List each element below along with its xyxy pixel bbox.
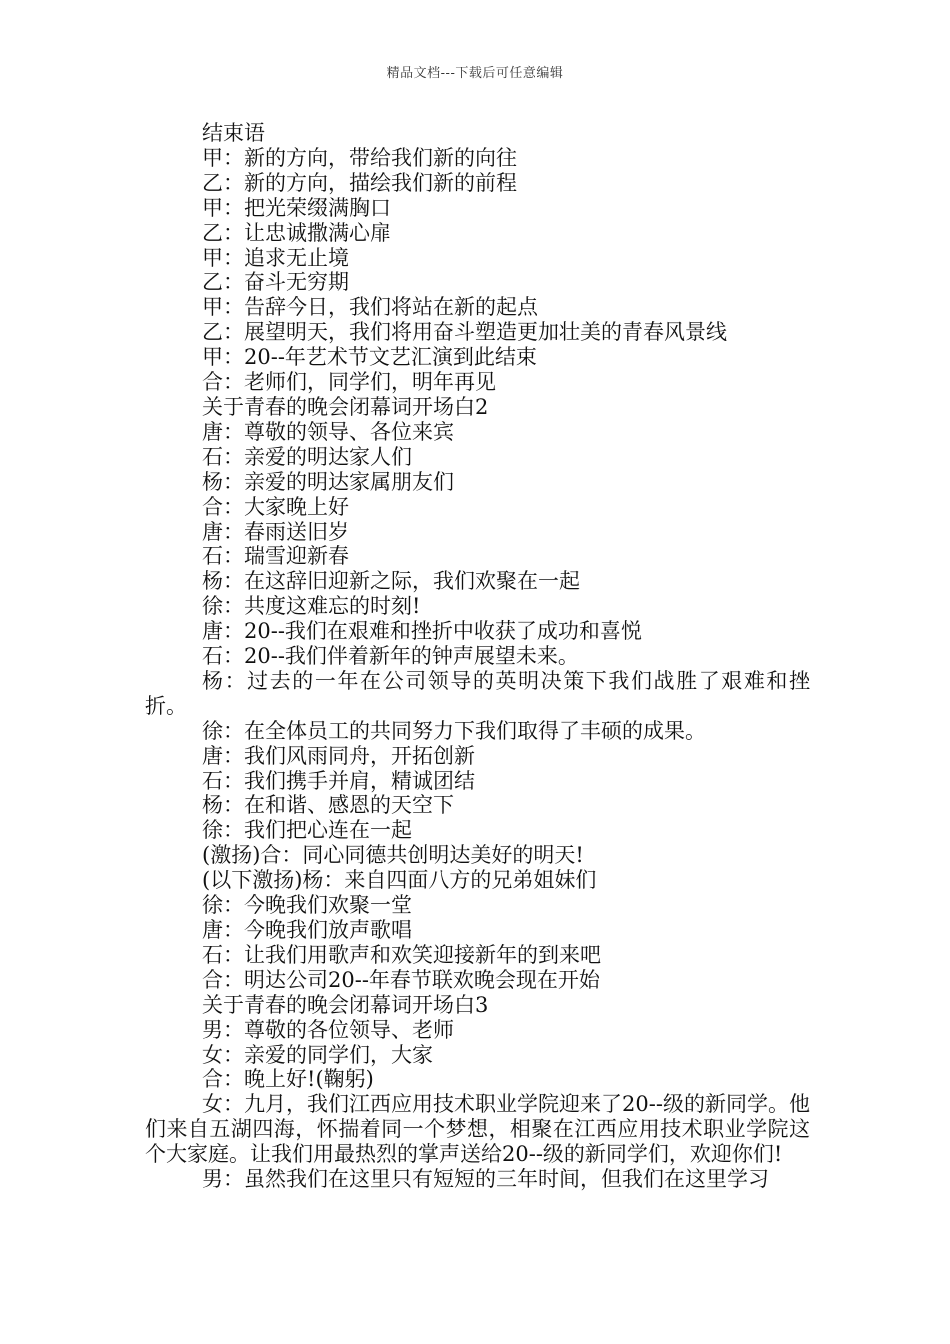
text-line: 男：尊敬的各位领导、老师 (202, 1017, 454, 1042)
text-line: 唐：春雨送旧岁 (202, 519, 349, 544)
text-line: 徐：共度这难忘的时刻! (202, 594, 421, 619)
text-line: 徐：在全体员工的共同努力下我们取得了丰硕的成果。 (202, 718, 706, 743)
section-heading: 关于青春的晚会闭幕词开场白3 (202, 992, 489, 1017)
text-line: 石：亲爱的明达家人们 (202, 444, 412, 469)
text-line: 乙：展望明天，我们将用奋斗塑造更加壮美的青春风景线 (202, 320, 727, 345)
paragraph: 男：虽然我们在这里只有短短的三年时间，但我们在这里学习 (202, 1167, 769, 1192)
text-line: 徐：我们把心连在一起 (202, 818, 412, 843)
text-line: 甲：告辞今日，我们将站在新的起点 (202, 295, 538, 320)
text-line: 甲：把光荣缀满胸口 (202, 195, 391, 220)
text-line: 唐：今晚我们放声歌唱 (202, 918, 412, 942)
paragraph: 女：九月，我们江西应用技术职业学院迎来了20--级的新同学。他们来自五湖四海，怀揣着同一个梦想，相聚在江西应用技术职业学院这个大家庭。让我们用最热烈的掌声送给20--级的新同学们，欢迎你们! (145, 1092, 810, 1167)
document-body (145, 121, 810, 1192)
text-line: 石：让我们用歌声和欢笑迎接新年的到来吧 (202, 942, 601, 967)
text-line: 杨：在和谐、感恩的天空下 (202, 793, 454, 818)
text-line: 甲：追求无止境 (202, 245, 349, 270)
text-line: 石：瑞雪迎新春 (202, 544, 349, 569)
text-line: 女：亲爱的同学们，大家 (202, 1042, 433, 1067)
text-line: 合：老师们，同学们，明年再见 (202, 370, 496, 395)
text-line: (激扬)合：同心同德共创明达美好的明天! (202, 843, 584, 868)
text-line: 石：我们携手并肩，精诚团结 (202, 768, 475, 793)
page-header: 精品文档---下载后可任意编辑 (386, 66, 564, 81)
section-heading: 关于青春的晚会闭幕词开场白2 (202, 394, 489, 419)
text-line: 甲：新的方向，带给我们新的向往 (202, 145, 517, 170)
text-line: 合：晚上好!(鞠躬) (202, 1067, 374, 1092)
text-line: 唐：20--我们在艰难和挫折中收获了成功和喜悦 (202, 619, 642, 644)
text-line: 合：大家晚上好 (202, 494, 349, 519)
text-line: 石：20--我们伴着新年的钟声展望未来。 (202, 644, 579, 669)
text-line: 乙：新的方向，描绘我们新的前程 (202, 170, 517, 195)
text-line: 结束语 (202, 121, 265, 145)
text-line: 杨：亲爱的明达家属朋友们 (202, 469, 454, 494)
text-line: 徐：今晚我们欢聚一堂 (202, 893, 412, 918)
text-line: (以下激扬)杨：来自四面八方的兄弟姐妹们 (202, 868, 597, 893)
text-line: 杨：在这辞旧迎新之际，我们欢聚在一起 (202, 569, 580, 594)
text-line: 合：明达公司20--年春节联欢晚会现在开始 (202, 967, 600, 992)
paragraph: 杨：过去的一年在公司领导的英明决策下我们战胜了艰难和挫折。 (145, 668, 810, 718)
text-line: 甲：20--年艺术节文艺汇演到此结束 (202, 345, 537, 370)
text-line: 唐：我们风雨同舟，开拓创新 (202, 743, 475, 768)
text-line: 乙：奋斗无穷期 (202, 270, 349, 295)
text-line: 乙：让忠诚撒满心扉 (202, 220, 391, 245)
text-line: 唐：尊敬的领导、各位来宾 (202, 419, 454, 444)
